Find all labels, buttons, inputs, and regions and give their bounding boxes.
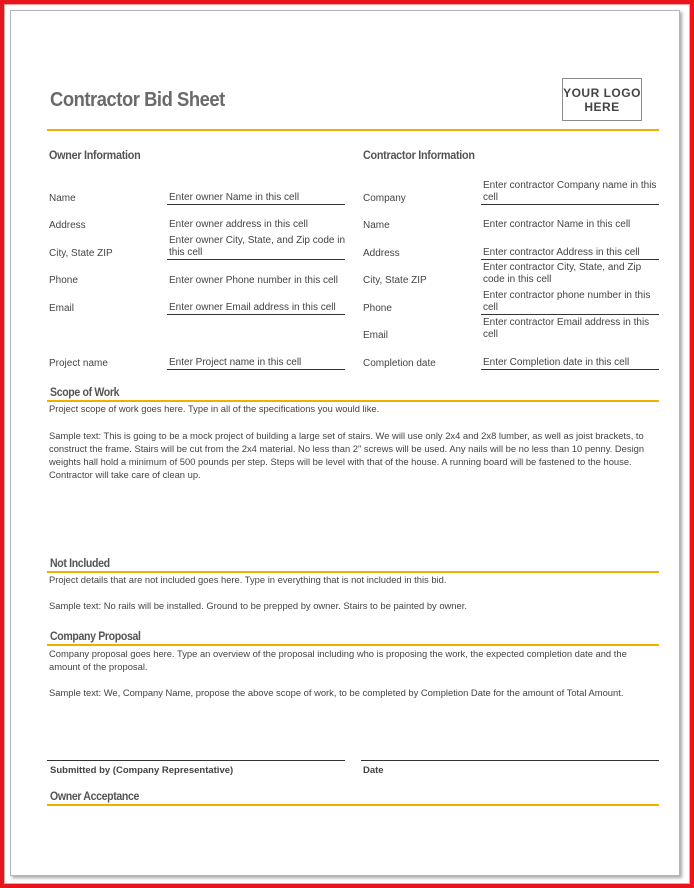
proposal-rule <box>47 644 659 646</box>
logo-placeholder[interactable] <box>562 78 642 121</box>
owner-email-field[interactable]: Enter owner Email address in this cell <box>167 302 345 315</box>
title-rule <box>47 129 659 131</box>
owner-acceptance-heading: Owner Acceptance <box>50 789 140 803</box>
owner-city-field[interactable]: Enter owner City, State, and Zip code in this cell <box>169 235 346 258</box>
owner-acceptance-rule <box>47 804 659 806</box>
owner-name-field[interactable]: Enter owner Name in this cell <box>167 192 345 205</box>
contractor-company-field[interactable]: Enter contractor Company name in this cell <box>481 180 659 205</box>
completion-date-label: Completion date <box>363 358 436 369</box>
owner-address-field[interactable]: Enter owner address in this cell <box>169 219 308 230</box>
logo-text: YOUR LOGO HERE <box>563 85 641 114</box>
not-included-heading: Not Included <box>50 556 110 570</box>
owner-address-label: Address <box>49 220 86 231</box>
scope-heading: Scope of Work <box>50 385 120 399</box>
contractor-city-field[interactable]: Enter contractor City, State, and Zip code in this cell <box>483 262 642 285</box>
project-name-label: Project name <box>49 358 108 369</box>
contractor-address-field[interactable]: Enter contractor Address in this cell <box>481 247 659 260</box>
contractor-address-label: Address <box>363 248 400 259</box>
contractor-phone-label: Phone <box>363 303 392 314</box>
owner-name-label: Name <box>49 193 76 204</box>
submitted-by-label: Submitted by (Company Representative) <box>50 765 234 776</box>
date-line[interactable] <box>361 760 659 761</box>
date-label: Date <box>363 765 384 776</box>
submitted-by-line[interactable] <box>47 760 345 761</box>
project-name-field[interactable]: Enter Project name in this cell <box>167 357 345 370</box>
scope-intro[interactable]: Project scope of work goes here. Type in all of the specifications you would like. <box>49 403 380 414</box>
contractor-phone-field[interactable]: Enter contractor phone number in this cell <box>481 290 659 315</box>
owner-phone-label: Phone <box>49 275 78 286</box>
owner-info-heading: Owner Information <box>49 148 141 162</box>
completion-date-field[interactable]: Enter Completion date in this cell <box>481 357 659 370</box>
contractor-name-label: Name <box>363 220 390 231</box>
proposal-heading: Company Proposal <box>50 629 141 643</box>
owner-email-label: Email <box>49 303 75 314</box>
contractor-company-label: Company <box>363 193 406 204</box>
contractor-info-heading: Contractor Information <box>363 148 475 162</box>
contractor-email-label: Email <box>363 330 389 341</box>
not-included-intro[interactable]: Project details that are not included goes here. Type in everything that is not included in this bid. <box>49 574 447 585</box>
scope-sample[interactable]: Sample text: This is going to be a mock project of building a large set of stairs. We will use only 2x4 and 2x8 lumber, as well as joist brackets, to construct the frame. Stairs will be cut from the 2x4 material. No less than 2" screws will be used. Any nails will be no less than 10 penny. Design weights hall hold a minimum of 500 pounds per step. Steps will be level with that of the house. A running board will be fastened to the house. Contractor will take care of clean up. <box>49 430 645 480</box>
contractor-email-field[interactable]: Enter contractor Email address in this cell <box>483 317 650 340</box>
not-included-sample[interactable]: Sample text: No rails will be installed. Ground to be prepped by owner. Stairs to be painted by owner. <box>49 600 467 611</box>
proposal-intro[interactable]: Company proposal goes here. Type an overview of the proposal including who is proposing the work, the expected completion date and the amount of the proposal. <box>49 648 627 672</box>
owner-phone-field[interactable]: Enter owner Phone number in this cell <box>169 275 338 286</box>
contractor-name-field[interactable]: Enter contractor Name in this cell <box>483 219 631 230</box>
proposal-sample[interactable]: Sample text: We, Company Name, propose the above scope of work, to be completed by Completion Date for the amount of Total Amount. <box>49 687 624 698</box>
owner-city-label: City, State ZIP <box>49 248 113 259</box>
contractor-city-label: City, State ZIP <box>363 275 427 286</box>
document-title: Contractor Bid Sheet <box>50 89 225 111</box>
